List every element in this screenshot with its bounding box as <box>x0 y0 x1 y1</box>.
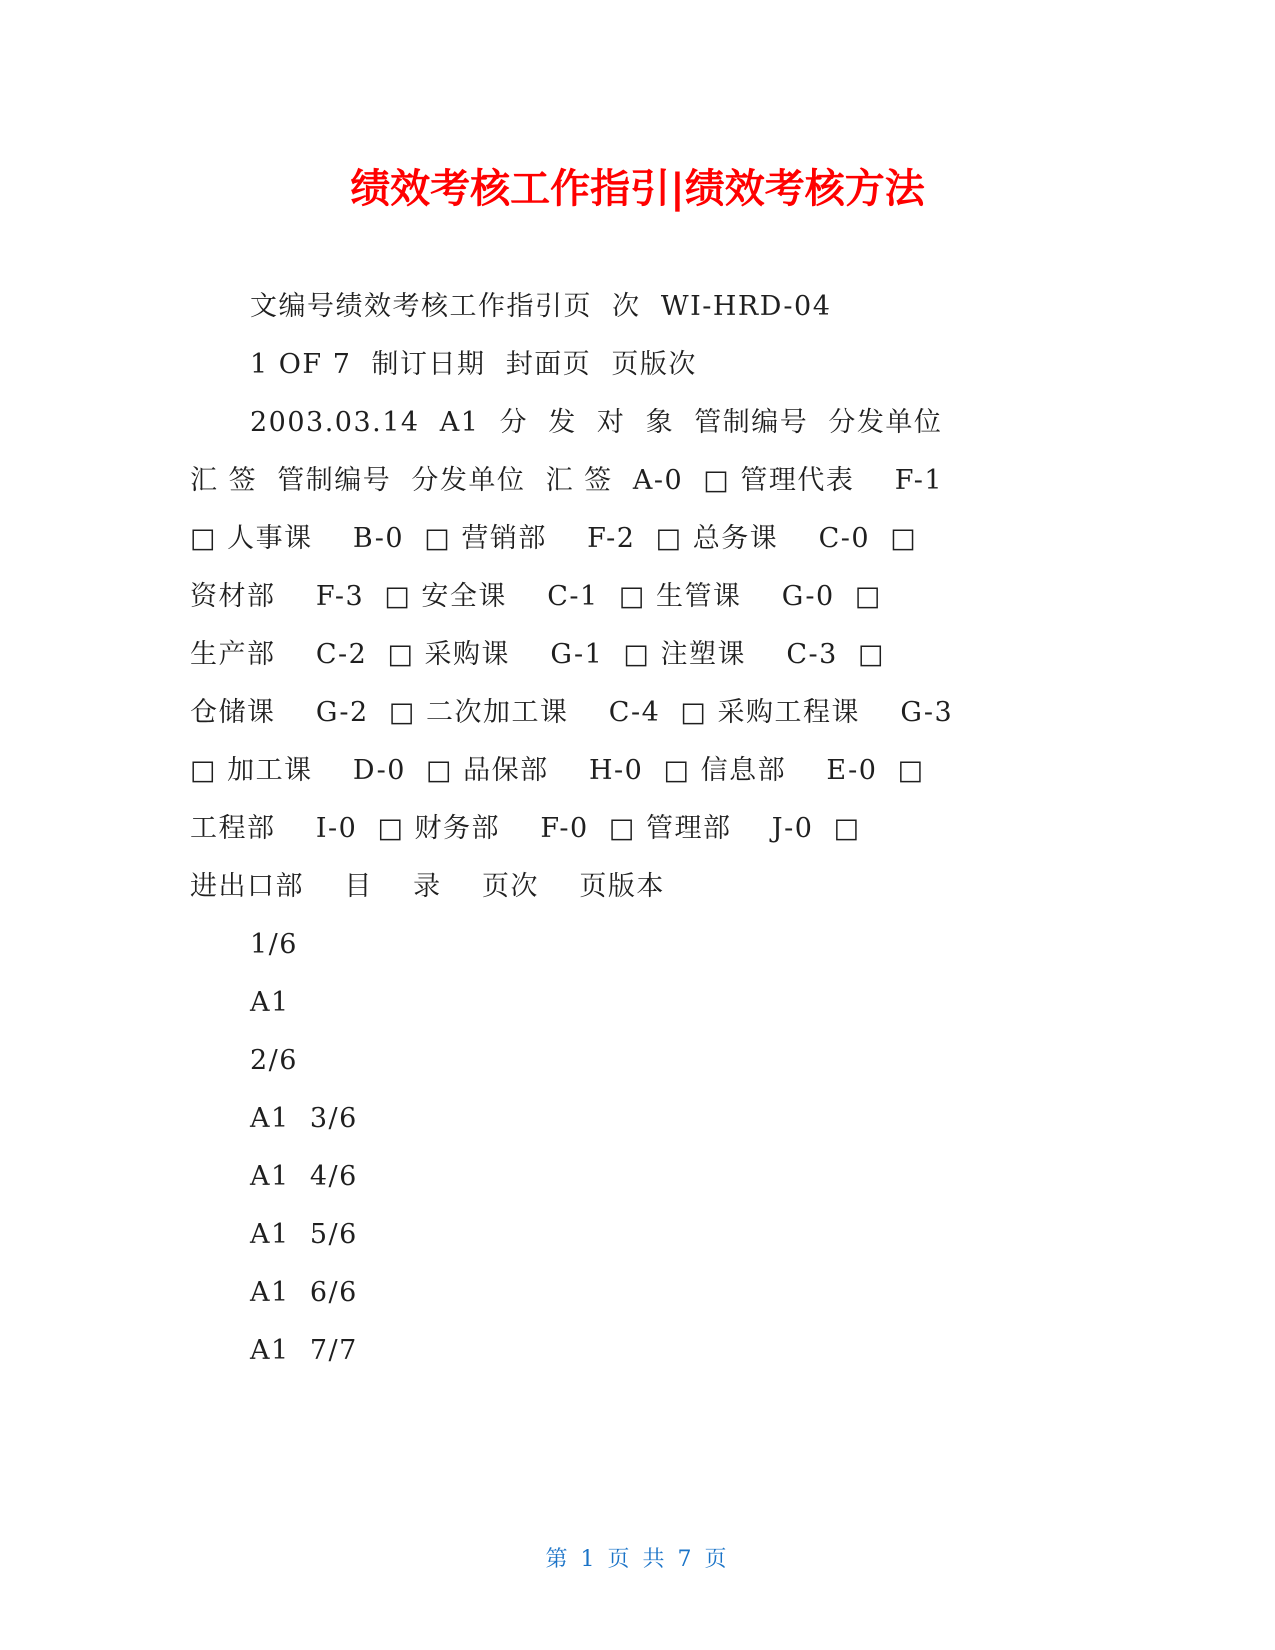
body-line-3: 2003.03.14 A1 分 发 对 象 管制编号 分发单位 <box>250 407 943 438</box>
body-line-12: 1/6 <box>250 929 298 960</box>
body-line-1: 文编号绩效考核工作指引页 次 WI-HRD-04 <box>250 291 832 322</box>
body-line-4: 汇 签 管制编号 分发单位 汇 签 A-0 □ 管理代表 F-1 <box>190 465 944 496</box>
body-line-6: 资材部 F-3 □ 安全课 C-1 □ 生管课 G-0 □ <box>190 581 882 612</box>
document-title: 绩效考核工作指引|绩效考核方法 <box>350 166 925 212</box>
body-line-10: 工程部 I-0 □ 财务部 F-0 □ 管理部 J-0 □ <box>190 813 861 844</box>
page-number-footer: 第 1 页 共 7 页 <box>545 1547 730 1572</box>
body-line-8: 仓储课 G-2 □ 二次加工课 C-4 □ 采购工程课 G-3 <box>190 697 954 728</box>
body-line-11: 进出口部 目 录 页次 页版本 <box>190 871 665 902</box>
body-line-18: A1 6/6 <box>250 1277 358 1308</box>
body-line-9: □ 加工课 D-0 □ 品保部 H-0 □ 信息部 E-0 □ <box>190 755 925 786</box>
body-line-13: A1 <box>250 987 290 1018</box>
body-line-14: 2/6 <box>250 1045 298 1076</box>
body-line-2: 1 OF 7 制订日期 封面页 页版次 <box>250 349 697 380</box>
body-line-5: □ 人事课 B-0 □ 营销部 F-2 □ 总务课 C-0 □ <box>190 523 918 554</box>
body-line-16: A1 4/6 <box>250 1161 358 1192</box>
body-line-7: 生产部 C-2 □ 采购课 G-1 □ 注塑课 C-3 □ <box>190 639 885 670</box>
body-line-15: A1 3/6 <box>250 1103 358 1134</box>
body-line-17: A1 5/6 <box>250 1219 358 1250</box>
body-line-19: A1 7/7 <box>250 1335 358 1366</box>
